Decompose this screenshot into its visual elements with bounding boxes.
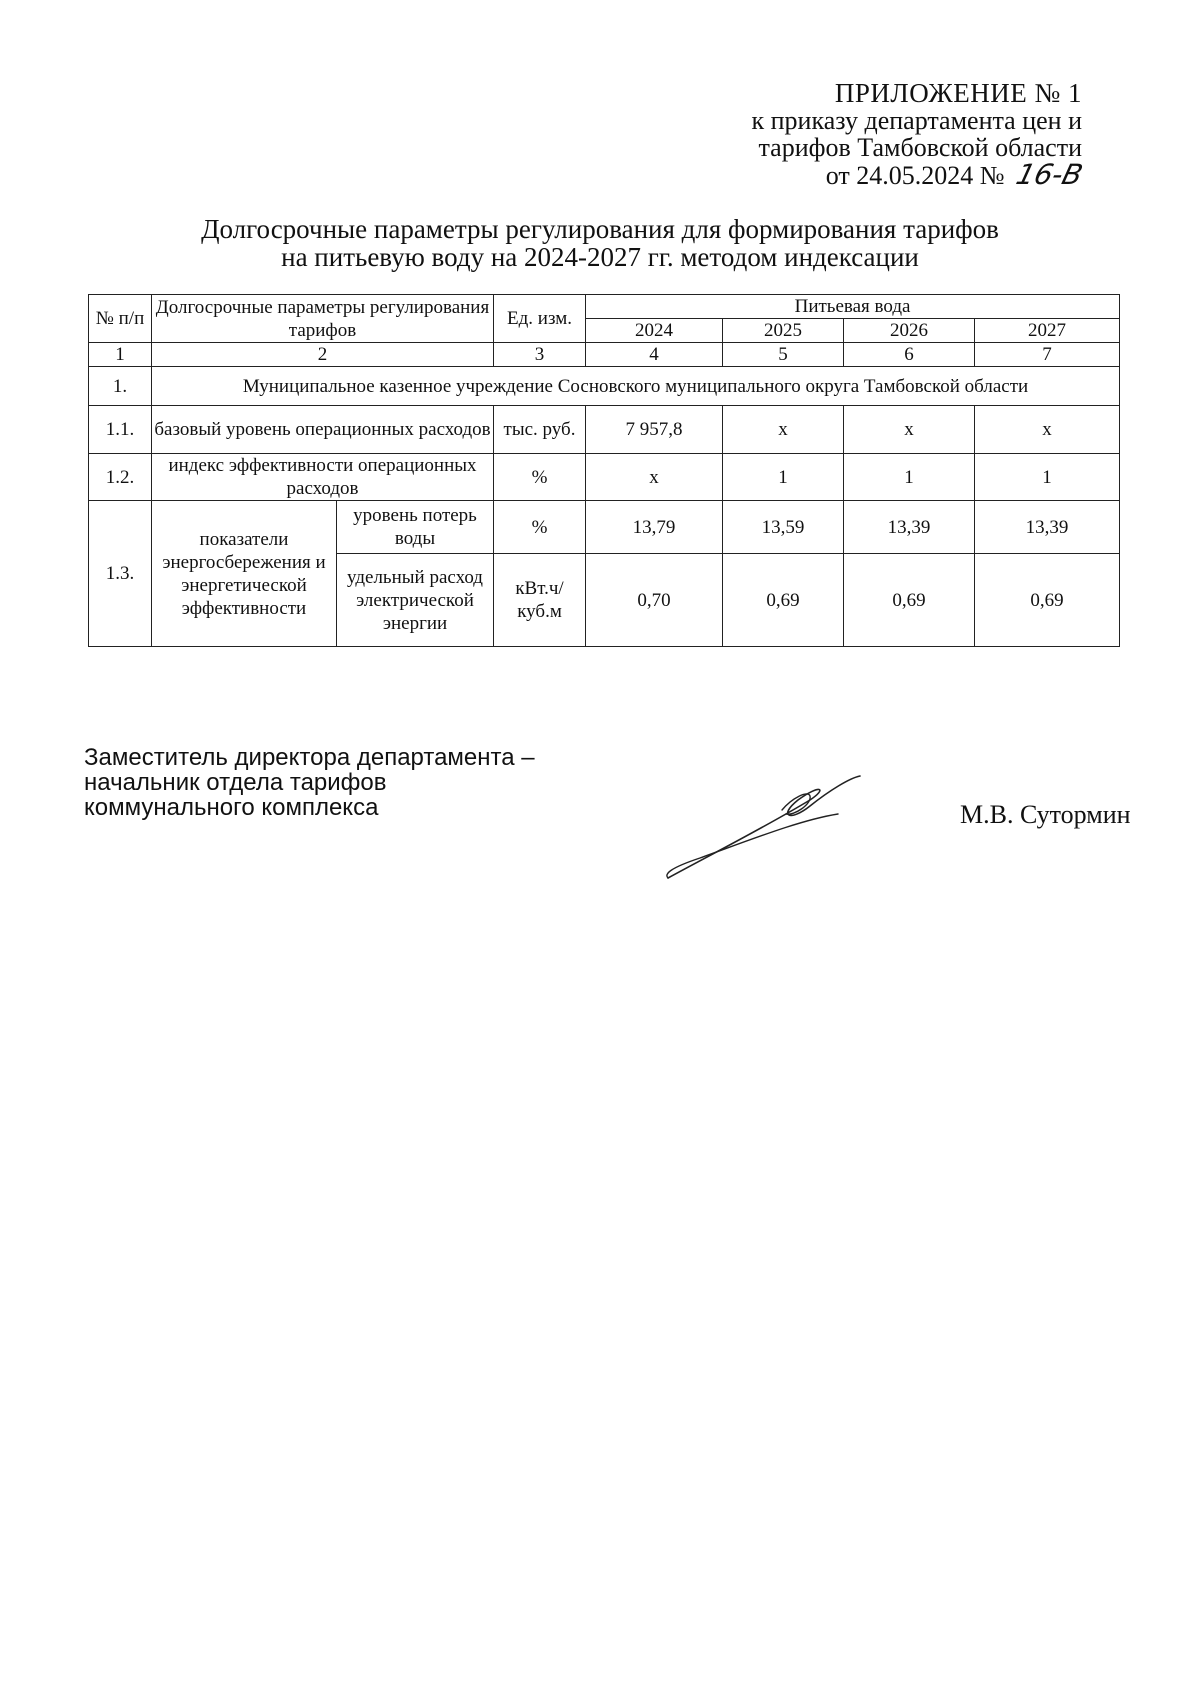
row-value: 13,79 <box>586 501 723 554</box>
row-unit: тыс. руб. <box>494 406 586 454</box>
table-row <box>89 454 1120 501</box>
organization-name: Муниципальное казенное учреждение Сосновского муниципального округа Тамбовской области <box>152 367 1120 406</box>
row-value: х <box>975 406 1120 454</box>
row-num: 1.2. <box>89 454 152 501</box>
row-value: 0,70 <box>586 554 723 647</box>
row-value: 13,39 <box>975 501 1120 554</box>
document-title <box>150 215 1050 271</box>
index-cell: 1 <box>89 343 152 367</box>
index-cell: 2 <box>152 343 494 367</box>
appendix-date-line <box>682 158 1087 191</box>
table-header-row <box>89 295 1120 319</box>
row-value: х <box>586 454 723 501</box>
table-row <box>89 501 1120 554</box>
table-row <box>89 367 1120 406</box>
header-year: 2025 <box>723 319 844 343</box>
row-value: 13,59 <box>723 501 844 554</box>
appendix-block <box>682 78 1087 191</box>
signer-title <box>84 745 604 820</box>
row-unit: % <box>494 454 586 501</box>
index-cell: 7 <box>975 343 1120 367</box>
group-label: показатели энергосбережения и энергетической эффективности <box>152 501 337 647</box>
row-value: 13,39 <box>844 501 975 554</box>
title-line-2: на питьевую воду на 2024-2027 гг. методом индексации <box>281 242 919 272</box>
row-value: 7 957,8 <box>586 406 723 454</box>
row-value: 1 <box>844 454 975 501</box>
row-param: уровень потерь воды <box>337 501 494 554</box>
row-num: 1.3. <box>89 501 152 647</box>
table-index-row <box>89 343 1120 367</box>
table-row <box>89 406 1120 454</box>
signature-image <box>660 770 870 885</box>
row-unit: % <box>494 501 586 554</box>
row-param: удельный расход электрической энергии <box>337 554 494 647</box>
row-value: х <box>723 406 844 454</box>
signer-line-1: Заместитель директора департамента – <box>84 744 535 771</box>
row-param: индекс эффективности операционных расходов <box>152 454 494 501</box>
signer-line-3: коммунального комплекса <box>84 794 379 821</box>
order-number: 16-В <box>1012 158 1087 191</box>
header-group: Питьевая вода <box>586 295 1120 319</box>
appendix-heading: ПРИЛОЖЕНИЕ № 1 <box>834 78 1082 108</box>
row-value: 0,69 <box>844 554 975 647</box>
row-num: 1.1. <box>89 406 152 454</box>
index-cell: 6 <box>844 343 975 367</box>
header-year: 2024 <box>586 319 723 343</box>
signer-line-2: начальник отдела тарифов <box>84 769 387 796</box>
row-value: 1 <box>723 454 844 501</box>
header-year: 2026 <box>844 319 975 343</box>
appendix-line-2: тарифов Тамбовской области <box>758 133 1082 162</box>
index-cell: 3 <box>494 343 586 367</box>
row-value: х <box>844 406 975 454</box>
signer-name: М.В. Сутормин <box>960 800 1131 829</box>
row-value: 0,69 <box>723 554 844 647</box>
header-num: № п/п <box>89 295 152 343</box>
header-unit: Ед. изм. <box>494 295 586 343</box>
tariff-table <box>88 294 1120 647</box>
row-num: 1. <box>89 367 152 406</box>
index-cell: 5 <box>723 343 844 367</box>
index-cell: 4 <box>586 343 723 367</box>
row-unit: кВт.ч/ куб.м <box>494 554 586 647</box>
title-line-1: Долгосрочные параметры регулирования для формирования тарифов <box>201 214 999 244</box>
header-year: 2027 <box>975 319 1120 343</box>
row-param: базовый уровень операционных расходов <box>152 406 494 454</box>
row-value: 1 <box>975 454 1120 501</box>
row-value: 0,69 <box>975 554 1120 647</box>
appendix-line-1: к приказу департамента цен и <box>751 106 1082 135</box>
appendix-date: от 24.05.2024 № <box>825 161 1005 190</box>
header-params: Долгосрочные параметры регулирования тарифов <box>152 295 494 343</box>
